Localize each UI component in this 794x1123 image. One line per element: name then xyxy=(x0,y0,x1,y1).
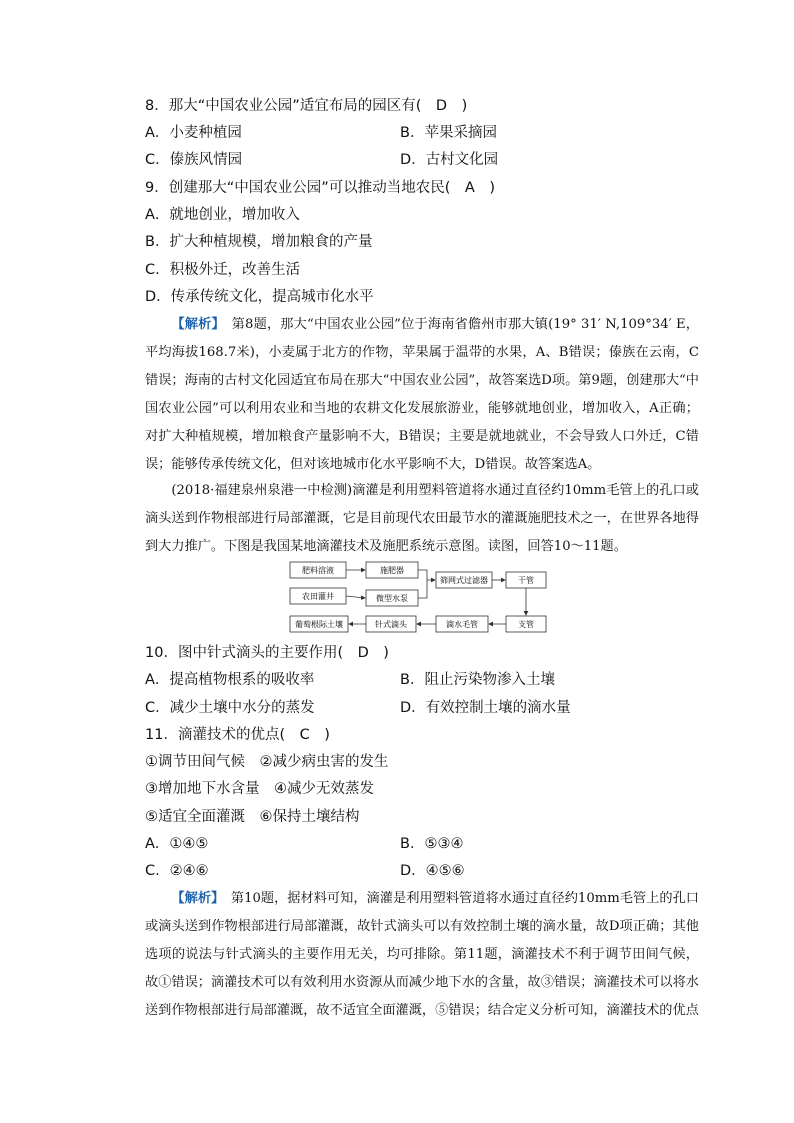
q11-option-b: B．⑤③④ xyxy=(400,836,464,852)
q11-option-d: D．④⑤⑥ xyxy=(400,863,465,879)
q8-stem: 8．那大“中国农业公园”适宜布局的园区有( D ) xyxy=(145,98,468,114)
q10-stem: 10．图中针式滴头的主要作用( D ) xyxy=(145,645,389,661)
label-emitter: 针式滴头 xyxy=(375,620,407,629)
q11-statements-1: ①调节田间气候 ②减少病虫害的发生 xyxy=(145,754,389,770)
q8-option-d: D．古村文化园 xyxy=(400,152,499,168)
q11-option-c: C．②④⑥ xyxy=(145,863,209,879)
label-pump: 微型水泵 xyxy=(376,594,408,603)
label-soil: 葡萄根际土壤 xyxy=(295,620,343,629)
label-fertilizer: 肥料溶液 xyxy=(302,566,334,575)
material-paragraph: (2018·福建泉州泉港一中检测)滴灌是利用塑料管道将水通过直径约10mm毛管上的孔口或滴头送到作物根部进行局部灌溉，它是目前现代农田最节水的灌溉施肥技术之一，在世界各地得到大力推广。下图是我国某地滴灌技术及施肥系统示意图。读图，回答10～11题。 xyxy=(145,483,699,554)
q9-option-b: B．扩大种植规模，增加粮食的产量 xyxy=(145,234,373,250)
label-main-pipe: 干管 xyxy=(518,576,534,585)
analysis-1-tag: 【解析】 xyxy=(171,317,219,332)
analysis-1-text: 第8题，那大“中国农业公园”位于海南省儋州市那大镇(19° 31′ N,109°34′ E，平均海拔168.7米)，小麦属于北方的作物，苹果属于温带的水果，A、B错误；傣族在云南，C错误；海南的古村文化园适宜布局在那大“中国农业公园”，故答案选D项。第9题，创建那大“中国农业公园”可以利用农业和当地的农耕文化发展旅游业，能够就地创业，增加收入，A正确；对扩大种植规模，增加粮食产量影响不大，B错误；主要是就地就业，不会导致人口外迁，C错误；能够传承传统文化，但对该地城市化水平影响不大，D错误。故答案选A。 xyxy=(145,317,699,472)
drip-irrigation-diagram xyxy=(288,560,550,636)
q11-stem: 11．滴灌技术的优点( C ) xyxy=(145,727,330,743)
q11-statements-2: ③增加地下水含量 ④减少无效蒸发 xyxy=(145,781,374,797)
q9-option-a: A．就地创业，增加收入 xyxy=(145,207,300,223)
q9-option-d: D．传承传统文化，提高城市化水平 xyxy=(145,289,374,305)
analysis-2-tag: 【解析】 xyxy=(171,891,218,906)
q9-stem: 9．创建那大“中国农业公园”可以推动当地农民( A ) xyxy=(145,180,495,196)
analysis-2 xyxy=(145,885,699,1025)
q10-option-a: A．提高植物根系的吸收率 xyxy=(145,672,315,688)
label-branch: 支管 xyxy=(518,620,534,629)
q10-option-d: D．有效控制土壤的滴水量 xyxy=(400,700,571,716)
q8-option-a: A．小麦种植园 xyxy=(145,125,242,141)
q8-option-b: B．苹果采摘园 xyxy=(400,125,497,141)
analysis-2-text: 第10题，据材料可知，滴灌是利用塑料管道将水通过直径约10mm毛管上的孔口或滴头送到作物根部进行局部灌溉，故针式滴头可以有效控制土壤的滴水量，故D项正确；其他选项的说法与针式滴头的主要作用无关，均可排除。第11题，滴灌技术不利于调节田间气候，故①错误；滴灌技术可以有效利用水资源从而减少地下水的含量，故③错误；滴灌技术可以将水送到作物根部进行局部灌溉，故不适宜全面灌溉，⑤错误；结合定义分析可知，滴灌技术的优点 xyxy=(145,891,699,1018)
q11-option-a: A．①④⑤ xyxy=(145,836,209,852)
label-well: 农田灌井 xyxy=(302,592,334,601)
q10-option-c: C．减少土壤中水分的蒸发 xyxy=(145,700,315,716)
q11-statements-3: ⑤适宜全面灌溉 ⑥保持土壤结构 xyxy=(145,809,360,825)
q10-option-b: B．阻止污染物渗入土壤 xyxy=(400,672,555,688)
label-filter: 筛网式过滤器 xyxy=(440,576,488,585)
analysis-1 xyxy=(145,311,699,479)
label-applicator: 施肥器 xyxy=(380,566,404,575)
q8-option-c: C．傣族风情园 xyxy=(145,152,243,168)
label-capillary: 滴水毛管 xyxy=(446,620,478,629)
q9-option-c: C．积极外迁，改善生活 xyxy=(145,262,301,278)
